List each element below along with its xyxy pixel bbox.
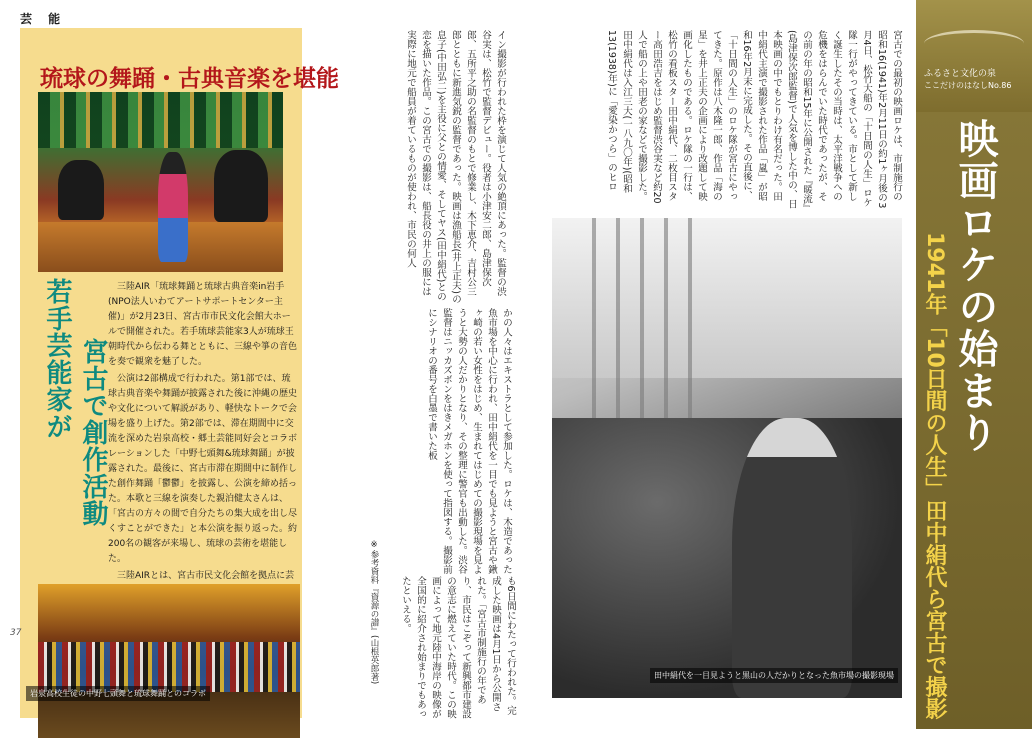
dancers-row [38, 642, 300, 692]
page-number: 37 [10, 628, 22, 638]
photo-caption: 岩泉高校生徒の中野七頭舞と琉球舞踊とのコラボ [26, 686, 210, 701]
series-box [916, 0, 1032, 112]
paragraph: 三陸AIR「琉球舞踊と琉球古典音楽in岩手(NPO法人いわてアートサポートセンター主催)」が2月23日、宮古市市民文化会館大ホールで開催された。若手琉球芸能家3人が琉球王朝時代から伝わる舞とともに、三線や箏の音色を奏で観衆を魅了した。 [108, 282, 298, 367]
photo-beams [572, 218, 692, 418]
photo-caption: 田中絹代を一目見ようと黒山の人だかりとなった魚市場の撮影現場 [650, 668, 898, 683]
subhead: 宮古で創作活動 [78, 338, 108, 527]
article-text-column: 宮古での最初の映画ロケは、市制施行の昭和16(1941)年2月11日の約1ヶ月後の3月4日、松竹大船の「十日間の人生」ロケ隊一行がやってきている。市として新しく誕生したその当時は、太平洋戦争への危機をはらんでいた時代であったが、その前の年の昭和15年に公開された『暖流』(島津保次郎監督)で人気を博した中の、日本映画の中でもとりわけ有名だった。田中絹代主演で撮影された作品「嵐」が昭和16年2月末に完成した。その直後に、「十日間の人生」のロケ隊が宮古にやってきた。原作は八木隆一郎、作品「海の星」を井上正夫の企画により改題して映画化したものである。ロケ隊の一行は、松竹の看板スター田中絹代、二枚目スター高田浩吉をはじめ監督渋谷実など約20人で船の上や田老の家などで撮影した。田中絹代は入江三大(一八九〇年)(昭和13(1938)年)に「愛染かつら」のヒロ [606, 30, 902, 209]
ryukyu-dance-photo [38, 92, 283, 272]
category-label: 芸 能 [20, 12, 67, 26]
article-text-column: かの人々はエキストラとして参加した。ロケは、木造であった魚市場を中心に行われ、田中絹代を一目でも見ようと宮古や鍬ヶ崎の若い女性をはじめ、生まれてはじめての撮影現場を見ようと大勢の人だかりとなり、その整理に警官も出動した。渋谷監督はニッカズボンをはきメガホンを使って指図する。撮影前にシナリオの番号を白墨で書いた板 [426, 308, 512, 574]
film-location-photo [552, 218, 902, 698]
article-text-column: イン撮影が行われた枠を演じて人気の絶頂にあった。監督の渋谷実は、松竹で監督デビュー。役者は小津安二郎、島津保次郎、五所平之助の名監督のもとで修業し、木下恵介、吉村公三郎とともに新進気鋭の監督であった。映画は漁船長(井上正夫)の息子(中田弘二)を主役に父との情愛、そしてヤス(田中絹代)との恋を描いた作品。この宮古での撮影は、船長役の井上の服には実際に地元で船員が着ているものが使われ、市民の何人 [405, 30, 506, 304]
article-text-column: も6日間にわたって行われた。完成した映画は4月1日から公開された。「宮古市制施行の年であり、市民はこぞって新興都市建設の意志に燃えていた時代。この映画によって地元陸中海岸の映像が全国的に紹介され始まりでもあったといえる。 [400, 576, 516, 719]
left-page [0, 0, 520, 729]
musician-figure [58, 160, 104, 220]
subhead: 若手芸能家が [42, 278, 72, 440]
article-column [20, 28, 339, 718]
footnote: ※参考資料『資源の譜』(山根英郎著) [369, 540, 379, 685]
stage-curtain [38, 92, 283, 148]
paragraph: 三陸AIRとは、宮古市民文化会館を拠点に芸 [117, 571, 295, 581]
sub-title: 1941年「10日間の人生」田中絹代ら宮古で撮影 [922, 232, 947, 720]
series-number: ここだけのはなしNo.86 [924, 81, 1012, 90]
dancer-figure [158, 152, 188, 262]
main-title: 映画ロケの始まり [952, 118, 999, 454]
wave-icon [924, 30, 1024, 57]
paragraph: 公演は2部構成で行われた。第1部では、琉球古典音楽や舞踊が披露された後に沖縄の歴史や文化について解説があり、軽快なトークで会場を盛り上げた。第2部では、滞在期間中に交流を深めた岩泉高校・郷土芸能同好会とコラボレーションした「中野七頭舞&琉球舞踊」が披露された。最後に、宮古市滞在期間中に制作した創作舞踊「鬱鬱」を披露し、公演を締め括った。本歌と三線を演奏した親泊健太さんは、「宮古の方々の間で自分たちの集大成を出し尽くすことができた」と本公演を振り返った。約200名の観客が来場し、琉球の芸術を堪能した。 [108, 374, 298, 564]
collab-performance-photo [38, 584, 300, 738]
photo-figure [732, 418, 852, 698]
musician-figure [214, 150, 268, 222]
series-name: ふるさと文化の泉 [924, 69, 997, 79]
headline: 琉球の舞踊・古典音楽を堪能 [40, 65, 339, 92]
